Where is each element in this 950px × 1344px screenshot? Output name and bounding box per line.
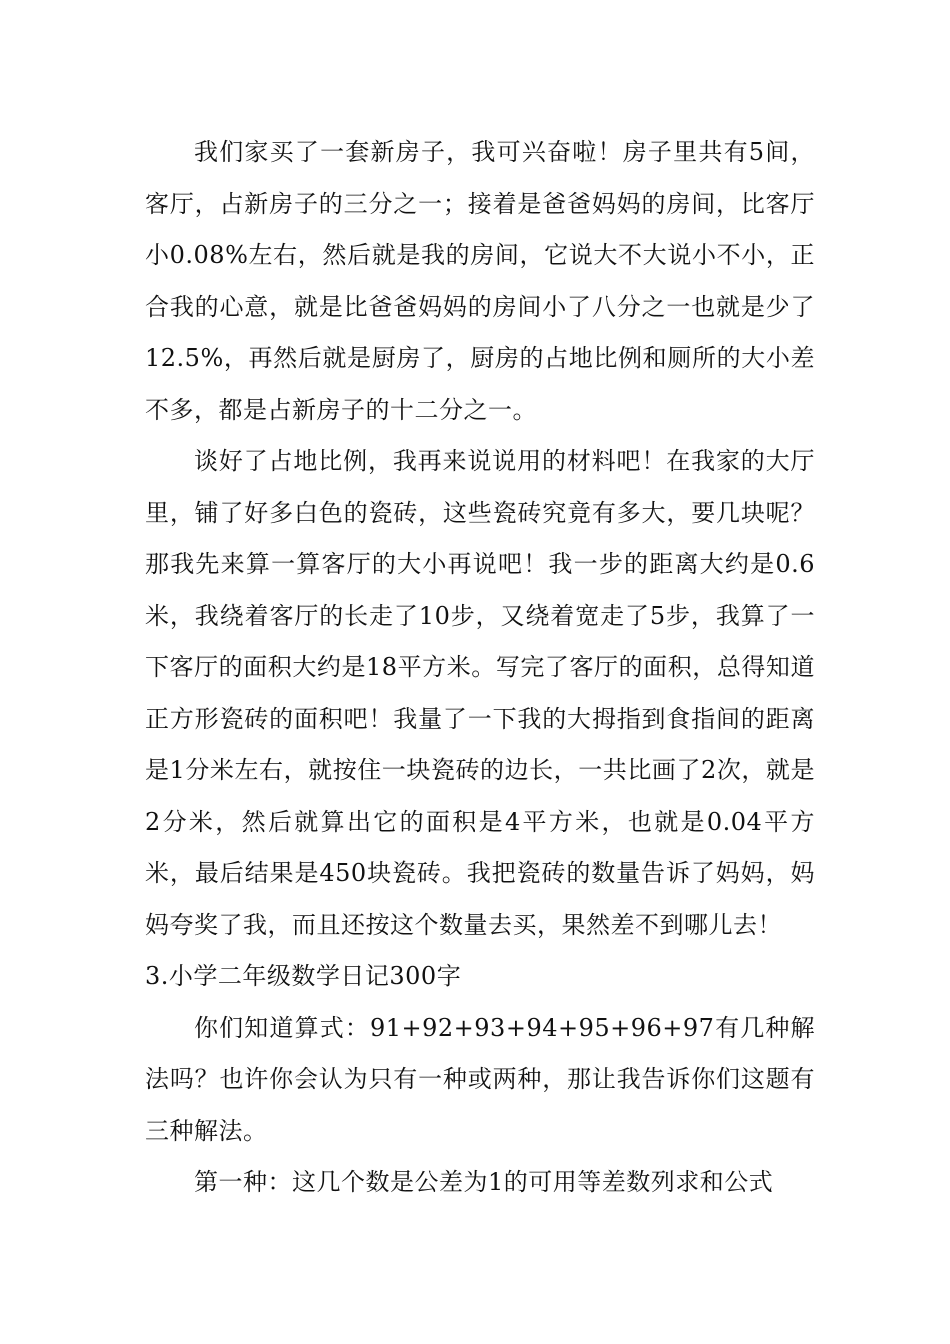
- paragraph-first-method: 第一种：这几个数是公差为1的可用等差数列求和公式: [194, 1168, 774, 1196]
- section-heading: 3.小学二年级数学日记300字: [145, 962, 462, 990]
- paragraph-tiles: 谈好了占地比例，我再来说说用的材料吧！在我家的大厅里，铺了好多白色的瓷砖，这些瓷砖究竟有多大，要几块呢？那我先来算一算客厅的大小再说吧！我一步的距离大约是0.6米，我绕着客厅的长走了10步，又绕着宽走了5步，我算了一下客厅的面积大约是18平方米。写完了客厅的面积，总得知道正方形瓷砖的面积吧！我量了一下我的大拇指到食指间的距离是1分米左右，就按住一块瓷砖的边长，一共比画了2次，就是2分米，然后就算出它的面积是4平方米，也就是0.04平方米，最后结果是450块瓷砖。我把瓷砖的数量告诉了妈妈，妈妈夸奖了我，而且还按这个数量去买，果然差不到哪儿去！: [145, 447, 815, 939]
- paragraph-equation-question: 你们知道算式：91+92+93+94+95+96+97有几种解法吗？也许你会认为只有一种或两种，那让我告诉你们这题有三种解法。: [145, 1013, 815, 1145]
- paragraph-new-house: 我们家买了一套新房子，我可兴奋啦！房子里共有5间，客厅，占新房子的三分之一；接着是爸爸妈妈的房间，比客厅小0.08%左右，然后就是我的房间，它说大不大说小不小，正合我的心意，就是比爸爸妈妈的房间小了八分之一也就是少了12.5%，再然后就是厨房了，厨房的占地比例和厕所的大小差不多，都是占新房子的十二分之一。: [145, 138, 815, 424]
- document-page: [145, 127, 815, 1209]
